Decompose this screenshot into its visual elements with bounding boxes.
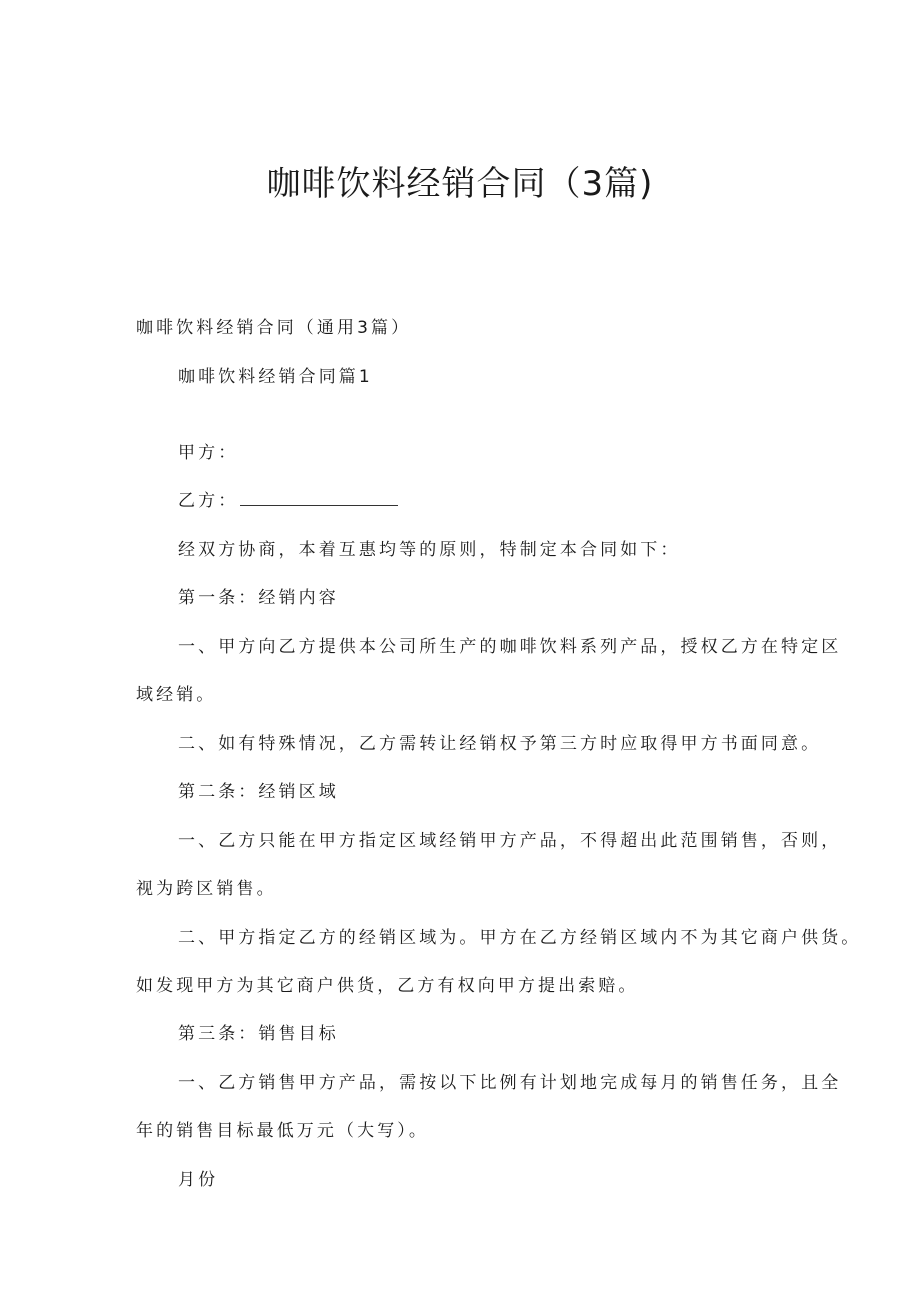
party-b-line: [178, 486, 398, 511]
party-b-blank: [240, 491, 398, 506]
article3-item1-line2: 年的销售目标最低万元（大写）。: [136, 1121, 429, 1141]
article1-item1-line2: 域经销。: [136, 685, 217, 705]
article2-item1-line2: 视为跨区销售。: [136, 879, 277, 899]
party-a-label: 甲方：: [178, 443, 239, 463]
article3-item1-line1: 一、乙方销售甲方产品，需按以下比例有计划地完成每月的销售任务，且全: [178, 1073, 842, 1093]
article2-item2-line2: 如发现甲方为其它商户供货，乙方有权向甲方提出索赔。: [136, 976, 639, 996]
article1-heading: 第一条：经销内容: [178, 588, 339, 608]
party-b-label: 乙方：: [178, 491, 239, 511]
article3-heading: 第三条：销售目标: [178, 1024, 339, 1044]
intro-paragraph: 经双方协商，本着互惠均等的原则，特制定本合同如下：: [178, 540, 681, 560]
month-label: 月份: [178, 1170, 219, 1190]
article2-item2-line1: 二、甲方指定乙方的经销区域为。甲方在乙方经销区域内不为其它商户供货。: [178, 928, 862, 948]
document-title: 咖啡饮料经销合同（3篇): [266, 164, 654, 204]
article1-item2: 二、如有特殊情况，乙方需转让经销权予第三方时应取得甲方书面同意。: [178, 734, 822, 754]
article1-item1-line1: 一、甲方向乙方提供本公司所生产的咖啡饮料系列产品，授权乙方在特定区: [178, 637, 842, 657]
article2-heading: 第二条：经销区域: [178, 782, 339, 802]
article2-item1-line1: 一、乙方只能在甲方指定区域经销甲方产品，不得超出此范围销售，否则，: [178, 831, 842, 851]
document-subtitle: 咖啡饮料经销合同（通用3篇）: [136, 318, 412, 338]
section-heading: 咖啡饮料经销合同篇1: [178, 367, 373, 387]
